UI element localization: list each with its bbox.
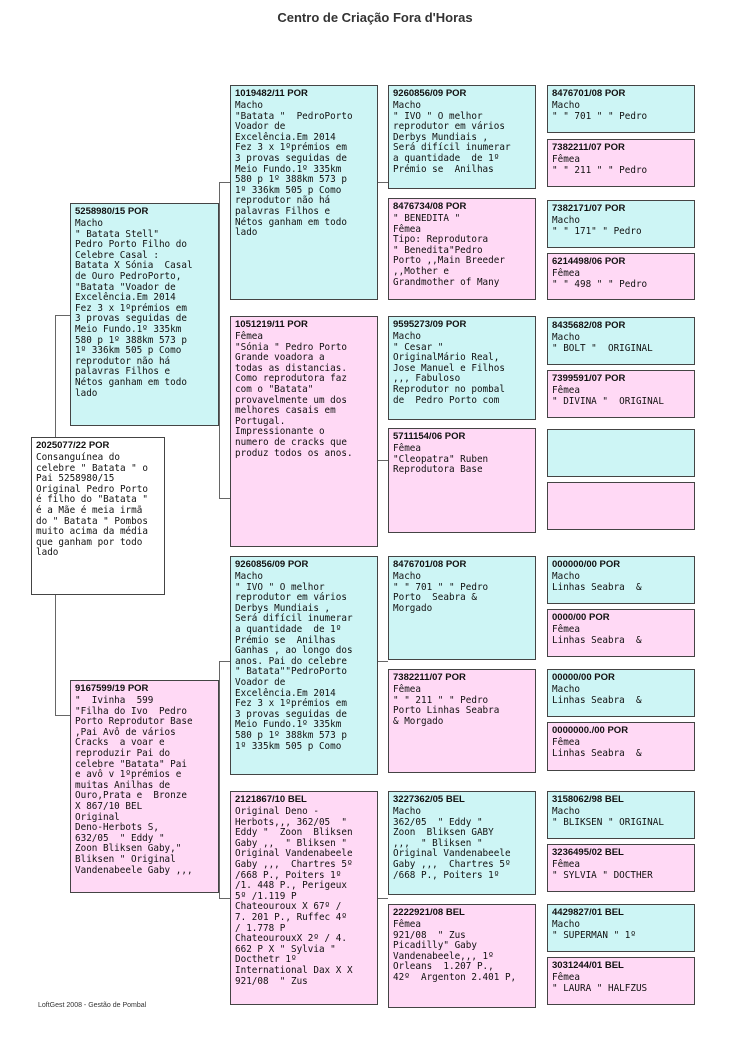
grandparent-card bbox=[230, 316, 378, 547]
ancestor-notes: Fêmea " " 498 " " Pedro bbox=[552, 268, 648, 290]
great-grandparent-ring: 3227362/05 BEL bbox=[393, 794, 465, 805]
great-great-grandparent-card bbox=[547, 957, 695, 1005]
great-great-grandparent-card bbox=[547, 844, 695, 892]
ancestor-ring: 3158062/98 BEL bbox=[552, 794, 624, 805]
ancestor-ring: 8435682/08 POR bbox=[552, 320, 626, 331]
great-grandparent-ring: 2222921/08 BEL bbox=[393, 907, 465, 918]
grandparent-card bbox=[230, 791, 378, 1005]
subject-notes: Consanguínea do celebre " Batata " o Pai 5258980/15 Original Pedro Porto é filho do "Batata " é a Mãe é meia irmã do " Batata " Pombos muito acima da média que ganham por todo lado bbox=[36, 452, 148, 559]
great-great-grandparent-card bbox=[547, 139, 695, 187]
subject-ring: 2025077/22 POR bbox=[36, 440, 110, 451]
ancestor-ring: 8476701/08 POR bbox=[552, 88, 626, 99]
ancestor-ring: 3031244/01 BEL bbox=[552, 960, 624, 971]
great-grandparent-ring: 9260856/09 POR bbox=[393, 88, 467, 99]
sire-card bbox=[70, 203, 219, 426]
dam-ring: 9167599/19 POR bbox=[75, 683, 149, 694]
subject-card bbox=[31, 437, 165, 595]
ancestor-ring: 000000/00 POR bbox=[552, 559, 621, 570]
ancestor-notes: Fêmea " SYLVIA " DOCTHER bbox=[552, 859, 653, 881]
great-grandparent-card bbox=[388, 556, 536, 660]
connector-line bbox=[219, 898, 230, 899]
great-grandparent-card bbox=[388, 669, 536, 773]
great-grandparent-card bbox=[388, 904, 536, 1008]
great-grandparent-ring: 5711154/06 POR bbox=[393, 431, 466, 442]
great-grandparent-card bbox=[388, 198, 536, 300]
great-grandparent-notes: Fêmea " " 211 " " Pedro Porto Linhas Seabra & Morgado bbox=[393, 684, 500, 727]
connector-line bbox=[378, 898, 388, 899]
great-great-grandparent-card bbox=[547, 669, 695, 717]
great-grandparent-notes: Macho " Cesar " OriginalMário Real, Jose Manuel e Filhos ,,, Fabuloso Reprodutor no pombal de Pedro Porto com bbox=[393, 331, 505, 406]
ancestor-ring: 3236495/02 BEL bbox=[552, 847, 624, 858]
ancestor-ring: 6214498/06 POR bbox=[552, 256, 626, 267]
ancestor-ring: 7382171/07 POR bbox=[552, 203, 626, 214]
great-great-grandparent-card bbox=[547, 370, 695, 418]
great-grandparent-ring: 8476734/08 POR bbox=[393, 201, 467, 212]
ancestor-notes: Macho " BOLT " ORIGINAL bbox=[552, 332, 653, 354]
great-grandparent-ring: 9595273/09 POR bbox=[393, 319, 467, 330]
great-great-grandparent-card bbox=[547, 200, 695, 248]
great-grandparent-notes: Macho " IVO " O melhor reprodutor em vários Derbys Mundiais , Será difícil inumerar a quantidade de 1º Prémio se Anilhas bbox=[393, 100, 511, 175]
footer-credit: LoftGest 2008 - Gestão de Pombal bbox=[38, 1002, 147, 1009]
connector-line bbox=[55, 595, 56, 715]
great-great-grandparent-card bbox=[547, 317, 695, 365]
ancestor-notes: Macho " " 701 " " Pedro bbox=[552, 100, 648, 122]
connector-line bbox=[378, 661, 388, 662]
great-grandparent-notes: " BENEDITA " Fêmea Tipo: Reprodutora " Benedita"Pedro Porto ,,Main Breeder ,,Mother e Grandmother of Many bbox=[393, 213, 505, 288]
dam-card bbox=[70, 680, 219, 893]
ancestor-notes: Fêmea Linhas Seabra & bbox=[552, 624, 642, 646]
ancestor-notes: Fêmea " " 211 " " Pedro bbox=[552, 154, 648, 176]
grandparent-notes: Macho "Batata " PedroPorto Voador de Excelência.Em 2014 Fez 3 x 1ºprémios em 3 provas seguidas de Meio Fundo.1º 335km 580 p 1º 388km 573 p 1º 336km 505 p Como reprodutor não há palavras Filhos e Nétos ganham em todo lado bbox=[235, 100, 353, 239]
ancestor-notes: Fêmea Linhas Seabra & bbox=[552, 737, 642, 759]
connector-line bbox=[219, 661, 230, 662]
grandparent-ring: 1051219/11 POR bbox=[235, 319, 308, 330]
great-grandparent-notes: Macho " " 701 " " Pedro Porto Seabra & Morgado bbox=[393, 571, 489, 614]
ancestor-ring: 4429827/01 BEL bbox=[552, 907, 624, 918]
grandparent-ring: 2121867/10 BEL bbox=[235, 794, 307, 805]
grandparent-notes: Fêmea "Sónia " Pedro Porto Grande voadora a todas as distancias. Como reprodutora faz com o "Batata" provavelmente um dos melhores casais em Portugal. Impressionante o numero de cracks que produz todos os anos. bbox=[235, 331, 353, 459]
ancestor-notes: Fêmea " LAURA " HALFZUS bbox=[552, 972, 648, 994]
connector-line bbox=[378, 460, 388, 461]
great-grandparent-notes: Fêmea "Cleopatra" Ruben Reprodutora Base bbox=[393, 443, 489, 476]
ancestor-notes: Macho Linhas Seabra & bbox=[552, 684, 642, 706]
sire-notes: Macho " Batata Stell" Pedro Porto Filho do Celebre Casal : Batata X Sónia Casal de Ouro PedroPorto, "Batata "Voador de Excelência.Em 2014 Fez 3 x 1ºprémios em 3 provas seguidas de Meio Fundo.1º 335km 580 p 1º 388km 573 p 1º 336km 505 p Como reprodutor não há palavras Filhos e Nétos ganham em todo lado bbox=[75, 218, 193, 399]
ancestor-notes: Fêmea " DIVINA " ORIGINAL bbox=[552, 385, 664, 407]
ancestor-notes: Macho " SUPERMAN " 1º bbox=[552, 919, 636, 941]
ancestor-ring: 0000000./00 POR bbox=[552, 725, 629, 736]
grandparent-ring: 1019482/11 POR bbox=[235, 88, 308, 99]
sire-ring: 5258980/15 POR bbox=[75, 206, 149, 217]
great-grandparent-notes: Fêmea 921/08 " Zus Picadilly" Gaby Vandenabeele,,, 1º Orleans 1.207 P., 42º Argenton 2.401 P, bbox=[393, 919, 517, 983]
great-grandparent-card bbox=[388, 316, 536, 420]
great-great-grandparent-card bbox=[547, 85, 695, 133]
ancestor-ring: 7382211/07 POR bbox=[552, 142, 625, 153]
ancestor-notes: Macho Linhas Seabra & bbox=[552, 571, 642, 593]
connector-line bbox=[378, 182, 388, 183]
grandparent-notes: Macho " IVO " O melhor reprodutor em vários Derbys Mundiais , Será difícil inumerar a quantidade de 1º Prémio se Anilhas Ganhas , ao longo dos anos. Pai do celebre " Batata""PedroPorto Voador de Excelência.Em 2014 Fez 3 x 1ºprémios em 3 provas seguidas de Meio Fundo.1º 335km 580 p 1º 388km 573 p 1º 335km 505 p Como bbox=[235, 571, 353, 752]
connector-line bbox=[219, 498, 230, 499]
connector-line bbox=[219, 661, 220, 898]
great-great-grandparent-card bbox=[547, 609, 695, 657]
great-grandparent-ring: 8476701/08 POR bbox=[393, 559, 467, 570]
great-great-grandparent-card bbox=[547, 722, 695, 771]
dam-notes: " Ivinha 599 "Filha do Ivo Pedro Porto Reprodutor Base ,Pai Avô de vários Cracks a voar e reproduzir Pai do celebre "Batata" Pai e avô v 1ºprémios e muitas Anilhas de Ouro,Prata e Bronze X 867/10 BEL Original Deno-Herbots S, 632/05 " Eddy " Zoon Bliksen Gaby," Bliksen " Original Vandenabeele Gaby ,,, bbox=[75, 695, 193, 876]
great-grandparent-card bbox=[388, 791, 536, 895]
great-great-grandparent-card bbox=[547, 791, 695, 839]
great-great-grandparent-card bbox=[547, 429, 695, 477]
grandparent-card bbox=[230, 85, 378, 300]
great-grandparent-card bbox=[388, 428, 536, 533]
ancestor-ring: 7399591/07 POR bbox=[552, 373, 626, 384]
great-great-grandparent-card bbox=[547, 482, 695, 530]
connector-line bbox=[55, 715, 70, 716]
connector-line bbox=[219, 182, 220, 498]
connector-line bbox=[219, 182, 230, 183]
great-great-grandparent-card bbox=[547, 253, 695, 300]
grandparent-ring: 9260856/09 POR bbox=[235, 559, 309, 570]
page-title: Centro de Criação Fora d'Horas bbox=[277, 10, 473, 25]
connector-line bbox=[55, 315, 70, 316]
connector-line bbox=[55, 315, 56, 437]
great-grandparent-ring: 7382211/07 POR bbox=[393, 672, 466, 683]
great-grandparent-notes: Macho 362/05 " Eddy " Zoon Bliksen GABY ,,, " Bliksen " Original Vandenabeele Gaby ,,, Chartres 5º /668 P., Poiters 1º bbox=[393, 806, 511, 881]
great-great-grandparent-card bbox=[547, 556, 695, 604]
ancestor-ring: 00000/00 POR bbox=[552, 672, 615, 683]
ancestor-notes: Macho " BLIKSEN " ORIGINAL bbox=[552, 806, 664, 828]
great-great-grandparent-card bbox=[547, 904, 695, 952]
ancestor-notes: Macho " " 171" " Pedro bbox=[552, 215, 642, 237]
great-grandparent-card bbox=[388, 85, 536, 189]
ancestor-ring: 0000/00 POR bbox=[552, 612, 610, 623]
grandparent-notes: Original Deno - Herbots,,, 362/05 " Eddy " Zoon Bliksen Gaby ,, " Bliksen " Original Vandenabeele Gaby ,,, Chartres 5º /668 P., Poiters 1º /1. 448 P., Perigeux 5º /1.119 P Chateouroux X 67º / 7. 201 P., Ruffec 4º / 1.778 P ChateourouxX 2º / 4. 662 P X " Sylvia " Docthetr 1º International Dax X X 921/08 " Zus bbox=[235, 806, 353, 987]
grandparent-card bbox=[230, 556, 378, 775]
